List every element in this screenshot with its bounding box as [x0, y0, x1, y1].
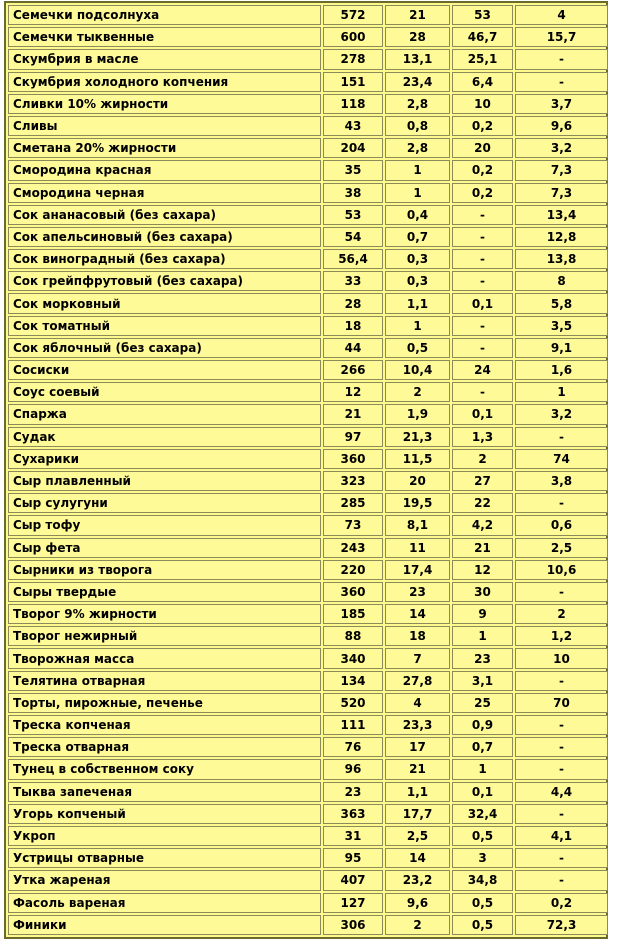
carbs-cell: 12,8: [515, 227, 608, 247]
protein-cell: 1,9: [385, 404, 450, 424]
calories-cell: 43: [323, 116, 383, 136]
table-row: [8, 782, 608, 802]
product-name-cell: Скумбрия холодного копчения: [8, 72, 321, 92]
product-name-cell: Угорь копченый: [8, 804, 321, 824]
product-name-cell: Сок томатный: [8, 316, 321, 336]
carbs-cell: 2: [515, 604, 608, 624]
product-name-cell: Сливы: [8, 116, 321, 136]
protein-cell: 14: [385, 848, 450, 868]
fat-cell: 6,4: [452, 72, 513, 92]
calories-cell: 340: [323, 648, 383, 668]
protein-cell: 28: [385, 27, 450, 47]
carbs-cell: 7,3: [515, 183, 608, 203]
product-name-cell: Телятина отварная: [8, 671, 321, 691]
fat-cell: -: [452, 249, 513, 269]
table-row: [8, 471, 608, 491]
protein-cell: 23,4: [385, 72, 450, 92]
table-row: [8, 493, 608, 513]
carbs-cell: 4: [515, 5, 608, 25]
fat-cell: 25,1: [452, 49, 513, 69]
protein-cell: 8,1: [385, 515, 450, 535]
calories-cell: 53: [323, 205, 383, 225]
protein-cell: 2,5: [385, 826, 450, 846]
table-row: [8, 271, 608, 291]
carbs-cell: 8: [515, 271, 608, 291]
fat-cell: 10: [452, 94, 513, 114]
product-name-cell: Торты, пирожные, печенье: [8, 693, 321, 713]
fat-cell: 0,9: [452, 715, 513, 735]
carbs-cell: 5,8: [515, 293, 608, 313]
fat-cell: 4,2: [452, 515, 513, 535]
product-name-cell: Семечки тыквенные: [8, 27, 321, 47]
table-row: [8, 138, 608, 158]
product-name-cell: Сыры твердые: [8, 582, 321, 602]
table-row: [8, 227, 608, 247]
carbs-cell: -: [515, 72, 608, 92]
fat-cell: 1,3: [452, 427, 513, 447]
product-name-cell: Сыр фета: [8, 538, 321, 558]
fat-cell: 24: [452, 360, 513, 380]
table-row: [8, 449, 608, 469]
table-row: [8, 582, 608, 602]
nutrition-table-container: [4, 1, 608, 939]
fat-cell: -: [452, 382, 513, 402]
protein-cell: 21: [385, 5, 450, 25]
carbs-cell: -: [515, 848, 608, 868]
fat-cell: 9: [452, 604, 513, 624]
carbs-cell: 70: [515, 693, 608, 713]
protein-cell: 9,6: [385, 893, 450, 913]
protein-cell: 0,7: [385, 227, 450, 247]
table-row: [8, 205, 608, 225]
fat-cell: 3,1: [452, 671, 513, 691]
protein-cell: 1: [385, 160, 450, 180]
table-row: [8, 804, 608, 824]
table-row: [8, 893, 608, 913]
table-row: [8, 382, 608, 402]
product-name-cell: Сыр сулугуни: [8, 493, 321, 513]
protein-cell: 20: [385, 471, 450, 491]
table-row: [8, 338, 608, 358]
product-name-cell: Сок морковный: [8, 293, 321, 313]
table-row: [8, 360, 608, 380]
calories-cell: 220: [323, 560, 383, 580]
fat-cell: 0,5: [452, 915, 513, 935]
fat-cell: -: [452, 316, 513, 336]
product-name-cell: Творог нежирный: [8, 626, 321, 646]
table-row: [8, 49, 608, 69]
fat-cell: -: [452, 227, 513, 247]
calories-cell: 18: [323, 316, 383, 336]
protein-cell: 17,7: [385, 804, 450, 824]
carbs-cell: 74: [515, 449, 608, 469]
calories-cell: 520: [323, 693, 383, 713]
carbs-cell: 3,5: [515, 316, 608, 336]
carbs-cell: 3,2: [515, 404, 608, 424]
product-name-cell: Треска отварная: [8, 737, 321, 757]
table-row: [8, 604, 608, 624]
carbs-cell: -: [515, 427, 608, 447]
product-name-cell: Сосиски: [8, 360, 321, 380]
calories-cell: 23: [323, 782, 383, 802]
calories-cell: 185: [323, 604, 383, 624]
product-name-cell: Тыква запеченая: [8, 782, 321, 802]
product-name-cell: Сливки 10% жирности: [8, 94, 321, 114]
table-row: [8, 693, 608, 713]
calories-cell: 28: [323, 293, 383, 313]
calories-cell: 38: [323, 183, 383, 203]
protein-cell: 4: [385, 693, 450, 713]
calories-cell: 35: [323, 160, 383, 180]
protein-cell: 1,1: [385, 782, 450, 802]
calories-cell: 306: [323, 915, 383, 935]
protein-cell: 17,4: [385, 560, 450, 580]
calories-cell: 360: [323, 449, 383, 469]
fat-cell: 53: [452, 5, 513, 25]
table-row: [8, 72, 608, 92]
calories-cell: 44: [323, 338, 383, 358]
product-name-cell: Соус соевый: [8, 382, 321, 402]
carbs-cell: 1,2: [515, 626, 608, 646]
protein-cell: 0,8: [385, 116, 450, 136]
carbs-cell: -: [515, 671, 608, 691]
protein-cell: 18: [385, 626, 450, 646]
carbs-cell: 72,3: [515, 915, 608, 935]
product-name-cell: Смородина черная: [8, 183, 321, 203]
table-row: [8, 94, 608, 114]
product-name-cell: Судак: [8, 427, 321, 447]
carbs-cell: 7,3: [515, 160, 608, 180]
carbs-cell: -: [515, 759, 608, 779]
table-row: [8, 316, 608, 336]
protein-cell: 13,1: [385, 49, 450, 69]
product-name-cell: Сырники из творога: [8, 560, 321, 580]
carbs-cell: 9,6: [515, 116, 608, 136]
table-row: [8, 404, 608, 424]
product-name-cell: Сок ананасовый (без сахара): [8, 205, 321, 225]
protein-cell: 19,5: [385, 493, 450, 513]
product-name-cell: Семечки подсолнуха: [8, 5, 321, 25]
fat-cell: 1: [452, 759, 513, 779]
fat-cell: 0,1: [452, 293, 513, 313]
product-name-cell: Устрицы отварные: [8, 848, 321, 868]
table-row: [8, 848, 608, 868]
carbs-cell: 13,8: [515, 249, 608, 269]
protein-cell: 21,3: [385, 427, 450, 447]
table-row: [8, 515, 608, 535]
table-row: [8, 560, 608, 580]
fat-cell: 21: [452, 538, 513, 558]
protein-cell: 1: [385, 183, 450, 203]
table-row: [8, 183, 608, 203]
calories-cell: 323: [323, 471, 383, 491]
carbs-cell: -: [515, 804, 608, 824]
product-name-cell: Сыр тофу: [8, 515, 321, 535]
protein-cell: 1: [385, 316, 450, 336]
fat-cell: 2: [452, 449, 513, 469]
protein-cell: 14: [385, 604, 450, 624]
product-name-cell: Творог 9% жирности: [8, 604, 321, 624]
calories-cell: 56,4: [323, 249, 383, 269]
product-name-cell: Сок грейпфрутовый (без сахара): [8, 271, 321, 291]
carbs-cell: -: [515, 49, 608, 69]
product-name-cell: Укроп: [8, 826, 321, 846]
fat-cell: -: [452, 338, 513, 358]
fat-cell: 30: [452, 582, 513, 602]
carbs-cell: 2,5: [515, 538, 608, 558]
product-name-cell: Утка жареная: [8, 870, 321, 890]
protein-cell: 0,3: [385, 249, 450, 269]
fat-cell: 22: [452, 493, 513, 513]
protein-cell: 7: [385, 648, 450, 668]
calories-cell: 73: [323, 515, 383, 535]
calories-cell: 12: [323, 382, 383, 402]
table-row: [8, 737, 608, 757]
fat-cell: 46,7: [452, 27, 513, 47]
calories-cell: 600: [323, 27, 383, 47]
calories-cell: 97: [323, 427, 383, 447]
protein-cell: 21: [385, 759, 450, 779]
calories-cell: 54: [323, 227, 383, 247]
protein-cell: 2: [385, 382, 450, 402]
fat-cell: 12: [452, 560, 513, 580]
calories-cell: 111: [323, 715, 383, 735]
calories-cell: 127: [323, 893, 383, 913]
product-name-cell: Сок апельсиновый (без сахара): [8, 227, 321, 247]
carbs-cell: -: [515, 493, 608, 513]
protein-cell: 23,2: [385, 870, 450, 890]
calories-cell: 88: [323, 626, 383, 646]
carbs-cell: -: [515, 737, 608, 757]
table-row: [8, 538, 608, 558]
table-row: [8, 626, 608, 646]
carbs-cell: 10: [515, 648, 608, 668]
protein-cell: 2,8: [385, 94, 450, 114]
product-name-cell: Сыр плавленный: [8, 471, 321, 491]
carbs-cell: 1: [515, 382, 608, 402]
table-row: [8, 915, 608, 935]
protein-cell: 11: [385, 538, 450, 558]
nutrition-table-body: [8, 5, 608, 935]
calories-cell: 96: [323, 759, 383, 779]
protein-cell: 0,4: [385, 205, 450, 225]
protein-cell: 27,8: [385, 671, 450, 691]
calories-cell: 134: [323, 671, 383, 691]
fat-cell: 34,8: [452, 870, 513, 890]
fat-cell: 0,2: [452, 183, 513, 203]
fat-cell: 0,7: [452, 737, 513, 757]
fat-cell: 0,2: [452, 116, 513, 136]
fat-cell: 0,2: [452, 160, 513, 180]
calories-cell: 285: [323, 493, 383, 513]
product-name-cell: Сметана 20% жирности: [8, 138, 321, 158]
calories-cell: 407: [323, 870, 383, 890]
fat-cell: 0,1: [452, 782, 513, 802]
calories-cell: 243: [323, 538, 383, 558]
carbs-cell: 10,6: [515, 560, 608, 580]
fat-cell: 20: [452, 138, 513, 158]
product-name-cell: Сок виноградный (без сахара): [8, 249, 321, 269]
carbs-cell: 0,2: [515, 893, 608, 913]
fat-cell: 25: [452, 693, 513, 713]
product-name-cell: Сок яблочный (без сахара): [8, 338, 321, 358]
calories-cell: 118: [323, 94, 383, 114]
carbs-cell: -: [515, 870, 608, 890]
fat-cell: 0,1: [452, 404, 513, 424]
protein-cell: 11,5: [385, 449, 450, 469]
table-row: [8, 27, 608, 47]
fat-cell: 23: [452, 648, 513, 668]
fat-cell: 27: [452, 471, 513, 491]
table-row: [8, 427, 608, 447]
calories-cell: 151: [323, 72, 383, 92]
protein-cell: 10,4: [385, 360, 450, 380]
carbs-cell: 13,4: [515, 205, 608, 225]
fat-cell: 3: [452, 848, 513, 868]
product-name-cell: Творожная масса: [8, 648, 321, 668]
product-name-cell: Треска копченая: [8, 715, 321, 735]
fat-cell: -: [452, 271, 513, 291]
carbs-cell: 3,8: [515, 471, 608, 491]
fat-cell: 0,5: [452, 826, 513, 846]
protein-cell: 1,1: [385, 293, 450, 313]
table-row: [8, 5, 608, 25]
protein-cell: 2,8: [385, 138, 450, 158]
product-name-cell: Тунец в собственном соку: [8, 759, 321, 779]
table-row: [8, 160, 608, 180]
carbs-cell: 15,7: [515, 27, 608, 47]
product-name-cell: Спаржа: [8, 404, 321, 424]
table-row: [8, 648, 608, 668]
table-row: [8, 671, 608, 691]
fat-cell: -: [452, 205, 513, 225]
protein-cell: 23,3: [385, 715, 450, 735]
carbs-cell: 4,4: [515, 782, 608, 802]
table-row: [8, 116, 608, 136]
table-row: [8, 870, 608, 890]
product-name-cell: Фасоль вареная: [8, 893, 321, 913]
table-row: [8, 826, 608, 846]
carbs-cell: -: [515, 582, 608, 602]
carbs-cell: 1,6: [515, 360, 608, 380]
protein-cell: 0,3: [385, 271, 450, 291]
table-row: [8, 249, 608, 269]
carbs-cell: 3,7: [515, 94, 608, 114]
protein-cell: 23: [385, 582, 450, 602]
calories-cell: 33: [323, 271, 383, 291]
table-row: [8, 715, 608, 735]
calories-cell: 95: [323, 848, 383, 868]
product-name-cell: Скумбрия в масле: [8, 49, 321, 69]
carbs-cell: 4,1: [515, 826, 608, 846]
carbs-cell: 0,6: [515, 515, 608, 535]
calories-cell: 204: [323, 138, 383, 158]
calories-cell: 76: [323, 737, 383, 757]
table-row: [8, 759, 608, 779]
fat-cell: 1: [452, 626, 513, 646]
carbs-cell: 9,1: [515, 338, 608, 358]
calories-cell: 21: [323, 404, 383, 424]
calories-cell: 572: [323, 5, 383, 25]
protein-cell: 2: [385, 915, 450, 935]
calories-cell: 266: [323, 360, 383, 380]
product-name-cell: Смородина красная: [8, 160, 321, 180]
carbs-cell: -: [515, 715, 608, 735]
calories-cell: 363: [323, 804, 383, 824]
calories-cell: 31: [323, 826, 383, 846]
protein-cell: 0,5: [385, 338, 450, 358]
table-row: [8, 293, 608, 313]
product-name-cell: Сухарики: [8, 449, 321, 469]
calories-cell: 360: [323, 582, 383, 602]
nutrition-table: [6, 3, 610, 937]
calories-cell: 278: [323, 49, 383, 69]
protein-cell: 17: [385, 737, 450, 757]
product-name-cell: Финики: [8, 915, 321, 935]
fat-cell: 32,4: [452, 804, 513, 824]
fat-cell: 0,5: [452, 893, 513, 913]
carbs-cell: 3,2: [515, 138, 608, 158]
